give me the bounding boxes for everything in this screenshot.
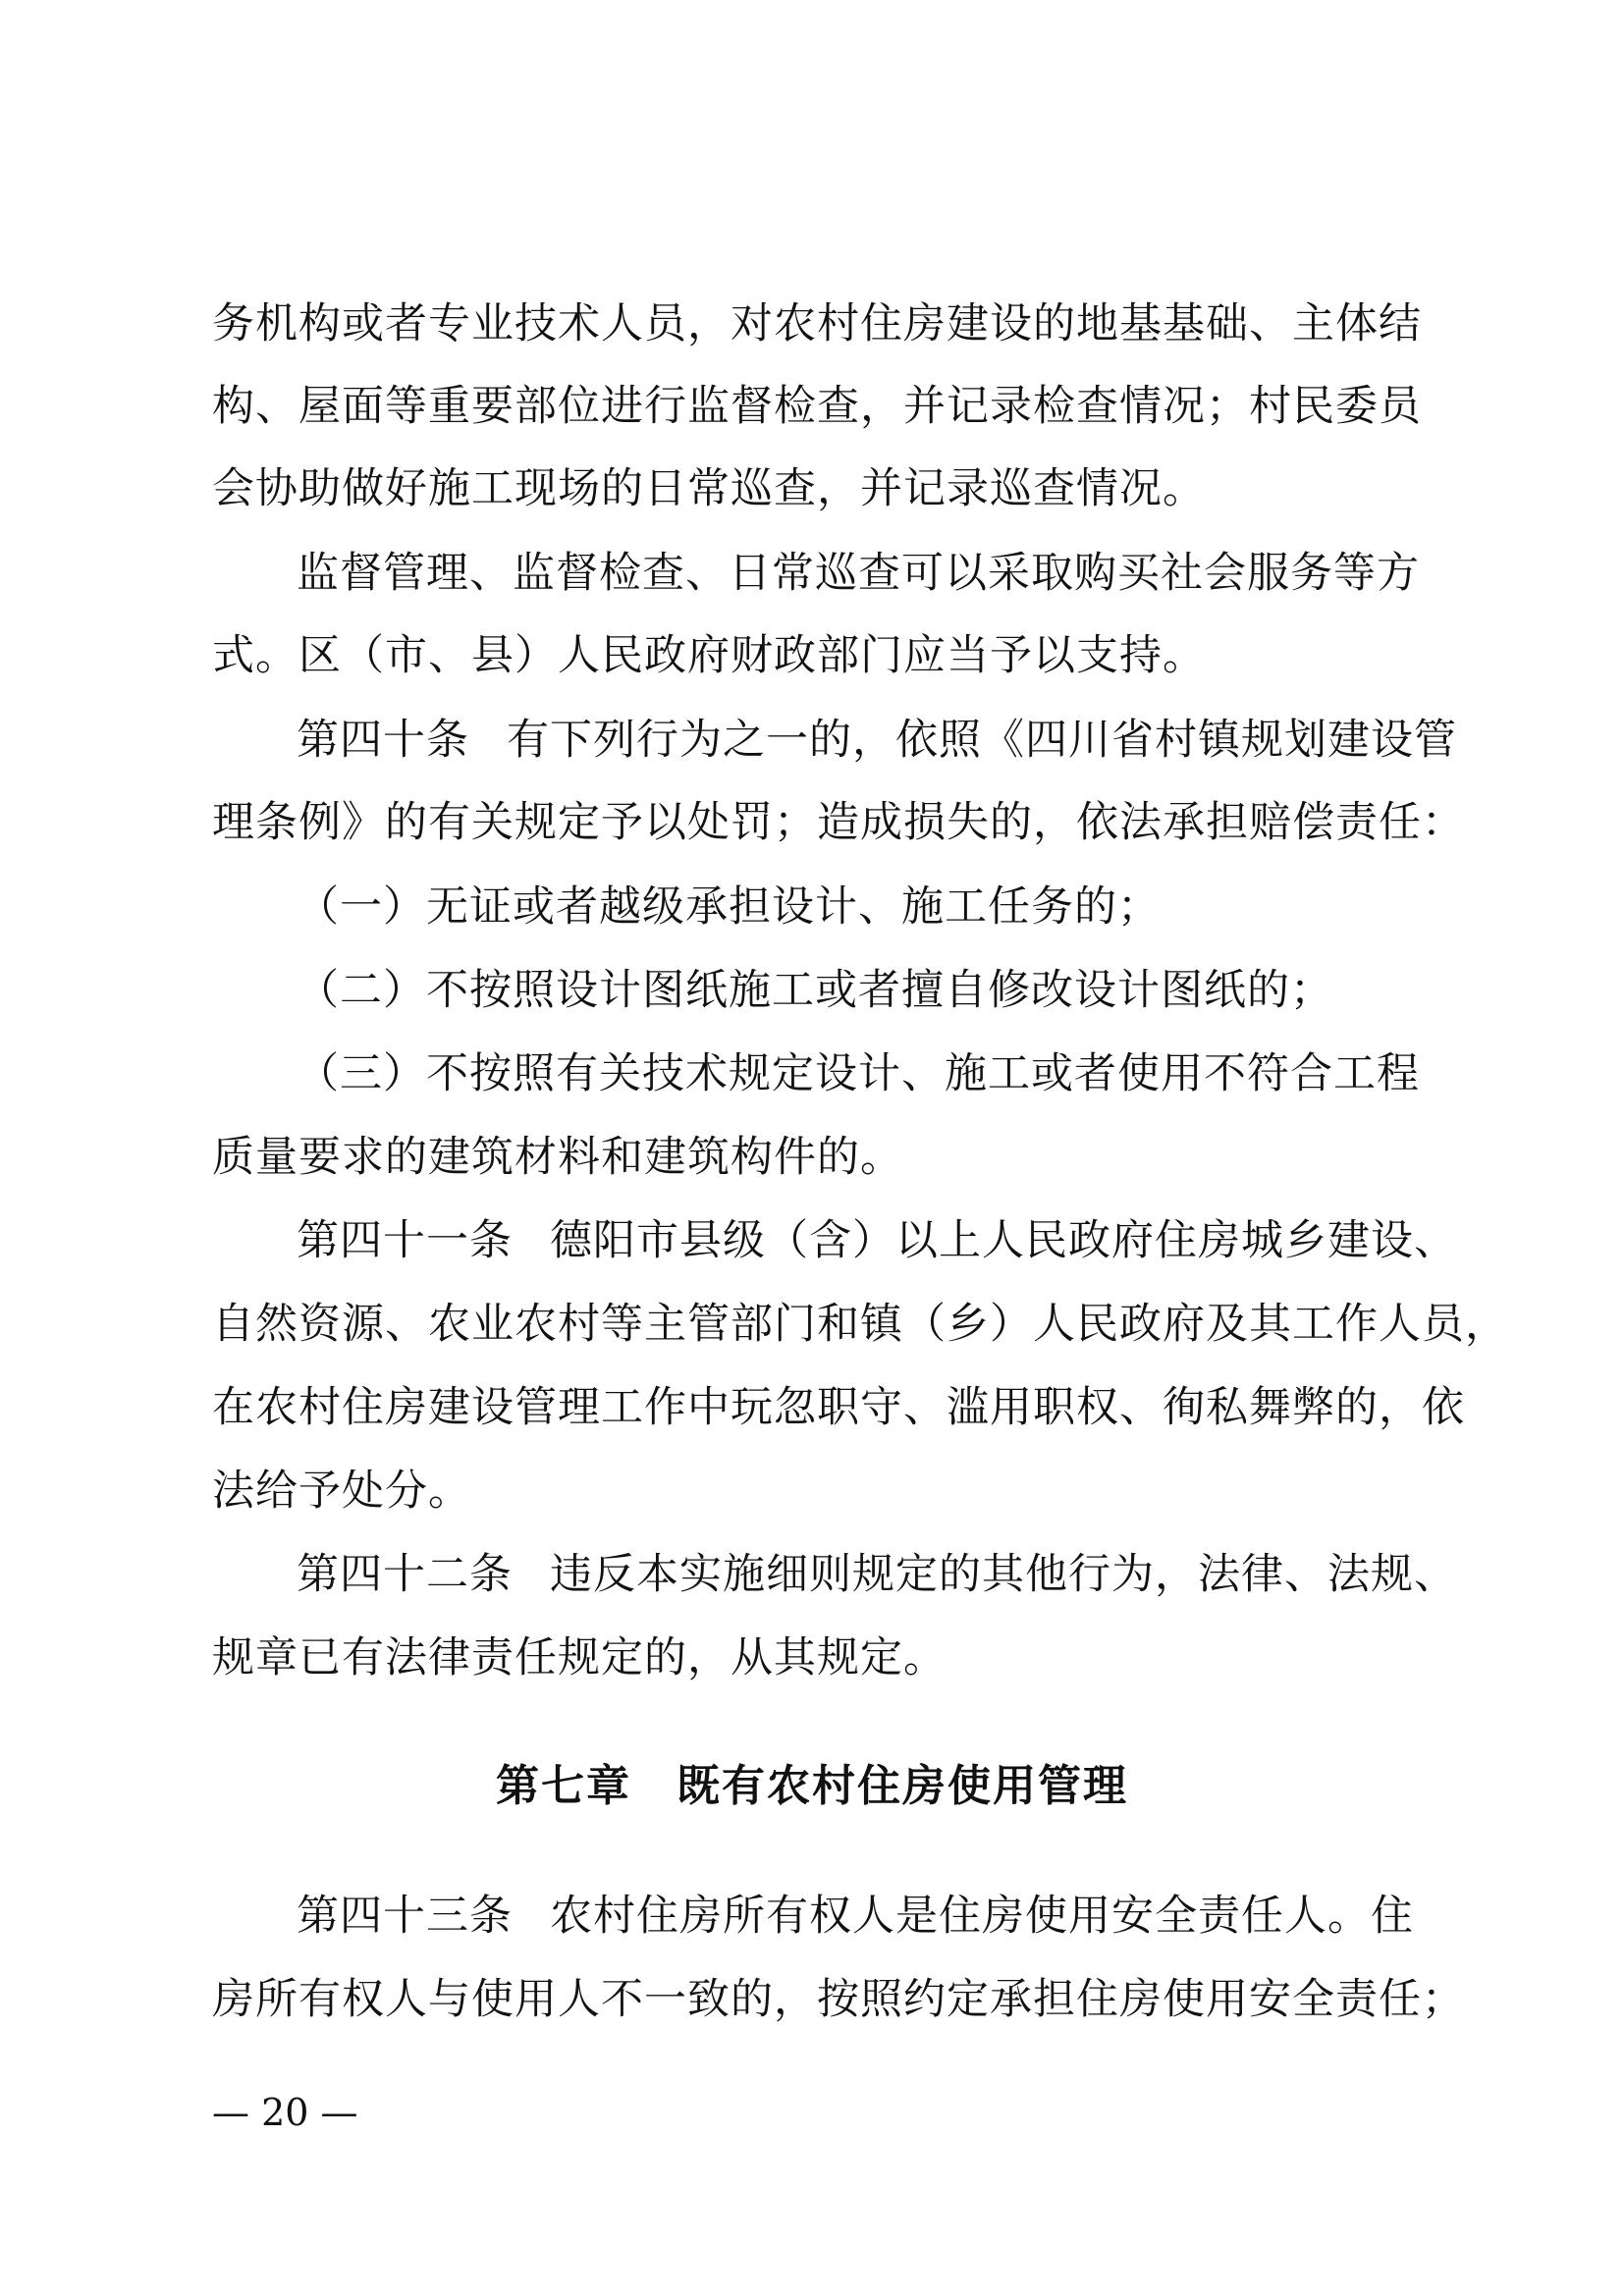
page-number: — 20 —: [212, 2091, 358, 2134]
article-text: 有下列行为之一的，依照《四川省村镇规划建设管: [507, 716, 1457, 765]
list-item: （一）无证或者越级承担设计、施工任务的；: [297, 882, 1161, 932]
list-item: （二）不按照设计图纸施工或者擅自修改设计图纸的；: [297, 966, 1333, 1015]
paragraph-line: 自然资源、农业农村等主管部门和镇（乡）人民政府及其工作人员，: [212, 1300, 1508, 1349]
paragraph-line: 监督管理、监督检查、日常巡查可以采取购买社会服务等方: [297, 549, 1420, 598]
article-label: 第四十二条: [297, 1550, 513, 1599]
article-label: 第四十一条: [297, 1216, 513, 1265]
list-item: （三）不按照有关技术规定设计、施工或者使用不符合工程: [297, 1049, 1420, 1098]
paragraph-line: 在农村住房建设管理工作中玩忽职守、滥用职权、徇私舞弊的，依: [212, 1383, 1465, 1432]
paragraph-line: 式。区（市、县）人民政府财政部门应当予以支持。: [212, 631, 1206, 680]
paragraph-line: 会协助做好施工现场的日常巡查，并记录巡查情况。: [212, 464, 1206, 513]
chapter-heading: 第七章 既有农村住房使用管理: [496, 1761, 1128, 1811]
article-text: 违反本实施细则规定的其他行为，法律、法规、: [550, 1550, 1457, 1599]
article-paragraph: [297, 1211, 1457, 1270]
paragraph-line: 务机构或者专业技术人员，对农村住房建设的地基基础、主体结: [212, 299, 1422, 348]
paragraph-line: 房所有权人与使用人不一致的，按照约定承担住房使用安全责任；: [212, 1975, 1465, 2024]
paragraph-line: 规章已有法律责任规定的，从其规定。: [212, 1633, 947, 1682]
article-paragraph: [297, 1545, 1457, 1604]
article-text: 德阳市县级（含）以上人民政府住房城乡建设、: [550, 1216, 1457, 1265]
paragraph-line: 理条例》的有关规定予以处罚；造成损失的，依法承担赔偿责任：: [212, 798, 1465, 847]
article-paragraph: [297, 1887, 1414, 1946]
article-label: 第四十三条: [297, 1892, 513, 1941]
paragraph-line: 构、屋面等重要部位进行监督检查，并记录检查情况；村民委员: [212, 382, 1422, 431]
article-paragraph: [297, 711, 1457, 770]
article-text: 农村住房所有权人是住房使用安全责任人。住: [550, 1892, 1414, 1941]
article-label: 第四十条: [297, 716, 469, 765]
paragraph-line: 质量要求的建筑材料和建筑构件的。: [212, 1133, 903, 1182]
paragraph-line: 法给予处分。: [212, 1467, 471, 1516]
